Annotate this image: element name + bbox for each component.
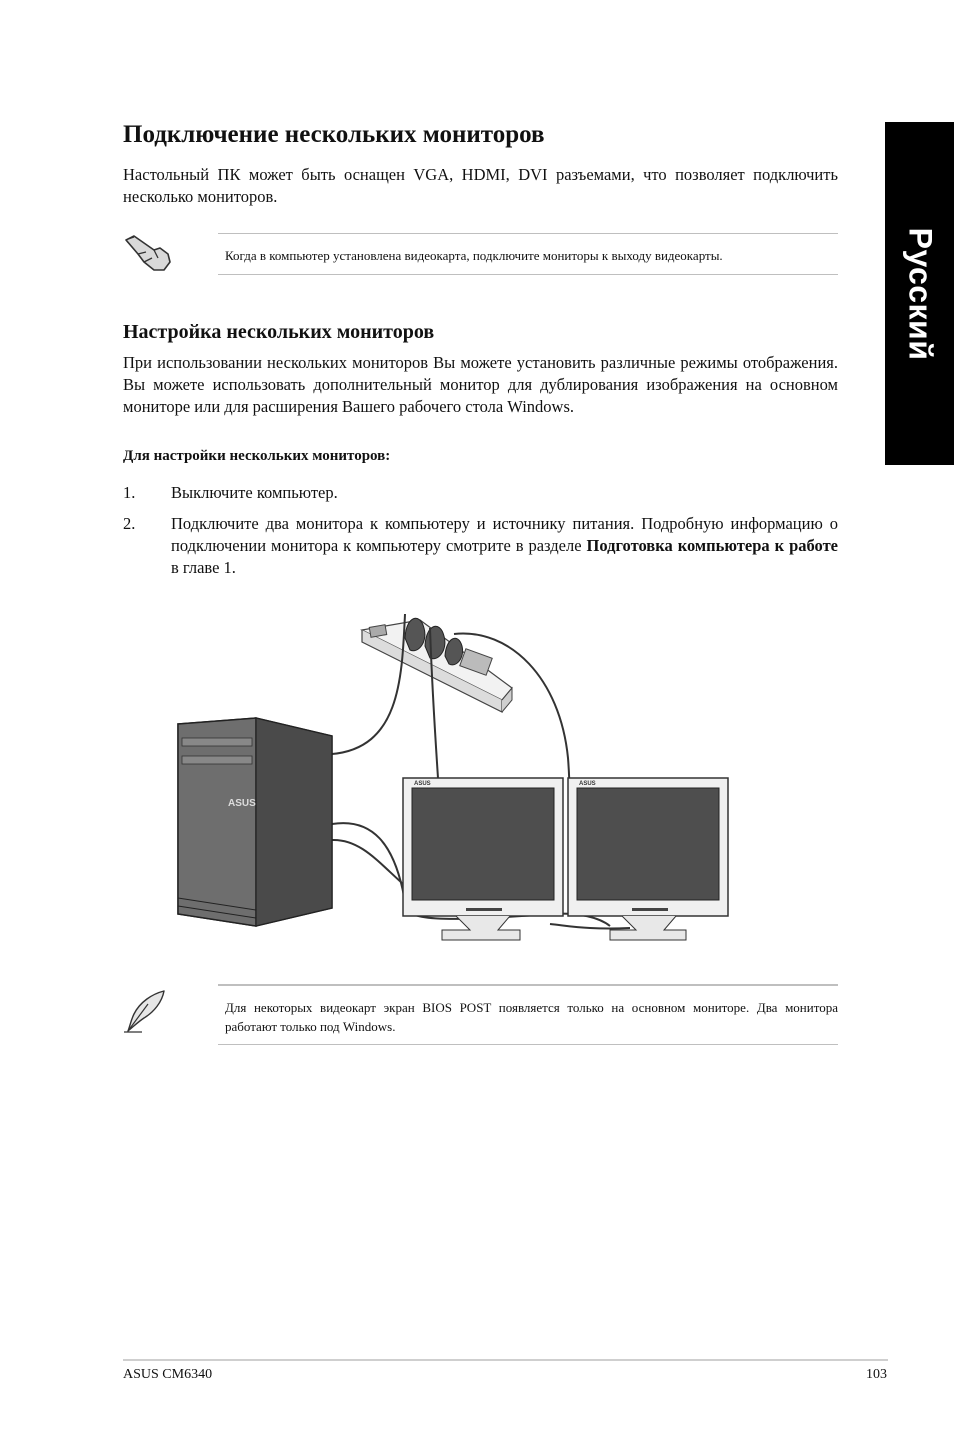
note-text: Когда в компьютер установлена видеокарта, подключите мониторы к выходу видеокарты. xyxy=(225,248,723,263)
quill-icon xyxy=(122,988,168,1034)
desktop-pc-tower xyxy=(178,718,332,926)
footer-divider xyxy=(123,1359,888,1361)
step-text: Подключите два монитора к компьютеру и источнику питания. Подробную информацию о подключении монитора к компьютеру смотрите в разделе Подготовка компьютера к работе в главе 1. xyxy=(171,514,838,577)
brand-logo: ASUS xyxy=(579,781,596,787)
language-label: Русский xyxy=(902,227,938,360)
page-number: 103 xyxy=(866,1367,887,1382)
monitor-primary xyxy=(403,778,563,940)
dual-monitor-connection-illustration xyxy=(170,608,740,953)
list-item xyxy=(123,482,838,504)
step-text: Выключите компьютер. xyxy=(171,483,338,502)
note-box-bios-post xyxy=(218,984,838,1045)
language-side-tab xyxy=(885,122,954,465)
step-number: 2. xyxy=(123,514,136,533)
procedure-title: Для настройки нескольких мониторов: xyxy=(123,448,391,464)
list-item xyxy=(123,513,838,579)
brand-logo: ASUS xyxy=(414,781,431,787)
chapter-reference: Подготовка компьютера к работе xyxy=(586,536,838,555)
section-title: Настройка нескольких мониторов xyxy=(123,321,435,343)
footer-model: ASUS CM6340 xyxy=(123,1367,213,1382)
intro-paragraph: Настольный ПК может быть оснащен VGA, HDMI, DVI разъемами, что позволяет подключить несколько мониторов. xyxy=(123,165,838,206)
note-box-graphics-card xyxy=(218,233,838,275)
brand-logo: ASUS xyxy=(228,798,256,809)
note-text: Для некоторых видеокарт экран BIOS POST появляется только на основном мониторе. Два монитора работают только под Windows. xyxy=(225,1000,838,1034)
monitor-secondary xyxy=(568,778,728,940)
step-number: 1. xyxy=(123,483,136,502)
pointing-hand-icon xyxy=(124,232,172,274)
page-title: Подключение нескольких мониторов xyxy=(123,121,545,148)
section-paragraph: При использовании нескольких мониторов Вы можете установить различные режимы отображения. Вы можете использовать дополнительный монитор для дублирования изображения на основном мониторе или для расширения Вашего рабочего стола Windows. xyxy=(123,353,838,416)
